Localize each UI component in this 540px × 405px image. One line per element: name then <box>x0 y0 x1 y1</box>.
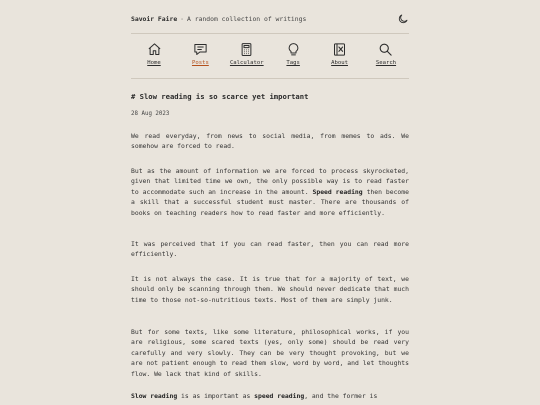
paragraph-2-text-b: then become a skill that a successful student must master. There are thousands of books on teaching readers how to read faster and more efficiently. <box>131 187 409 217</box>
speed-reading-bold-2: speed reading <box>254 392 305 400</box>
nav-label-calculator: Calculator <box>229 60 264 66</box>
paragraph-6 <box>131 391 409 401</box>
title-separator: · <box>180 15 185 23</box>
paragraph-5 <box>131 327 409 379</box>
paragraph-3 <box>131 239 409 260</box>
nav-label-tags: Tags <box>286 60 300 66</box>
lightbulb-icon <box>286 42 301 57</box>
paragraph-4 <box>131 274 409 305</box>
nav-label-about: About <box>331 60 348 66</box>
nav-label-posts: Posts <box>191 60 209 66</box>
article <box>131 92 409 400</box>
paragraph-3-text: It was perceived that if you can read faster, then you can read more efficiently. <box>131 240 409 259</box>
nav-label-search: Search <box>375 60 397 66</box>
site-title[interactable]: Savoir Faire <box>131 15 178 23</box>
paragraph-5-text: But for some texts, like some literature, philosophical works, if you are religious, some scared texts (yes, only some) should be read very carefully and very slowly. They can be very thought provoking, but we are not patient enough to read them slow, word by word, and let thoughts flow. We lack that kind of skills. <box>131 328 409 378</box>
nav-item-posts[interactable] <box>183 42 217 66</box>
paragraph-6-text-a: is as important as <box>181 392 251 400</box>
nav-item-about[interactable] <box>323 42 357 66</box>
nav-item-tags[interactable] <box>276 42 310 66</box>
nav-divider <box>131 78 409 79</box>
paragraph-2-text-a: But as the amount of information we are forced to process skyrocketed, given that limited time we own, the only possible way is to read faster to accommodate such an increase in the amount. <box>131 167 409 196</box>
main-nav <box>131 42 409 66</box>
paragraph-1 <box>131 131 409 152</box>
article-title: # Slow reading is so scarce yet important <box>131 92 309 101</box>
moon-icon[interactable] <box>397 13 409 25</box>
nav-item-search[interactable] <box>369 42 403 66</box>
calculator-icon <box>239 42 254 57</box>
speed-reading-bold: Speed reading <box>312 187 363 196</box>
paragraph-6-text-b: , and the former is <box>304 392 378 400</box>
paragraph-1-text: We read everyday, from news to social media, from memes to ads. We somehow are forced to read. <box>131 132 409 151</box>
nav-item-home[interactable] <box>137 42 171 66</box>
paragraph-2 <box>131 166 409 218</box>
header-divider <box>131 33 409 34</box>
home-icon <box>147 42 162 57</box>
about-icon <box>332 42 347 57</box>
site-tagline: A random collection of writings <box>187 15 307 23</box>
posts-icon <box>193 42 208 57</box>
search-icon <box>378 42 393 57</box>
nav-item-calculator[interactable] <box>230 42 264 66</box>
site-header <box>131 12 409 26</box>
nav-label-home: Home <box>147 60 161 66</box>
slow-reading-bold: Slow reading <box>131 392 178 400</box>
article-date: 28 Aug 2023 <box>131 111 170 117</box>
paragraph-4-text: It is not always the case. It is true that for a majority of text, we should only be scanning through them. We should never dedicate that much time to those not-so-nutritious texts. Most of them are simply junk. <box>131 275 409 304</box>
